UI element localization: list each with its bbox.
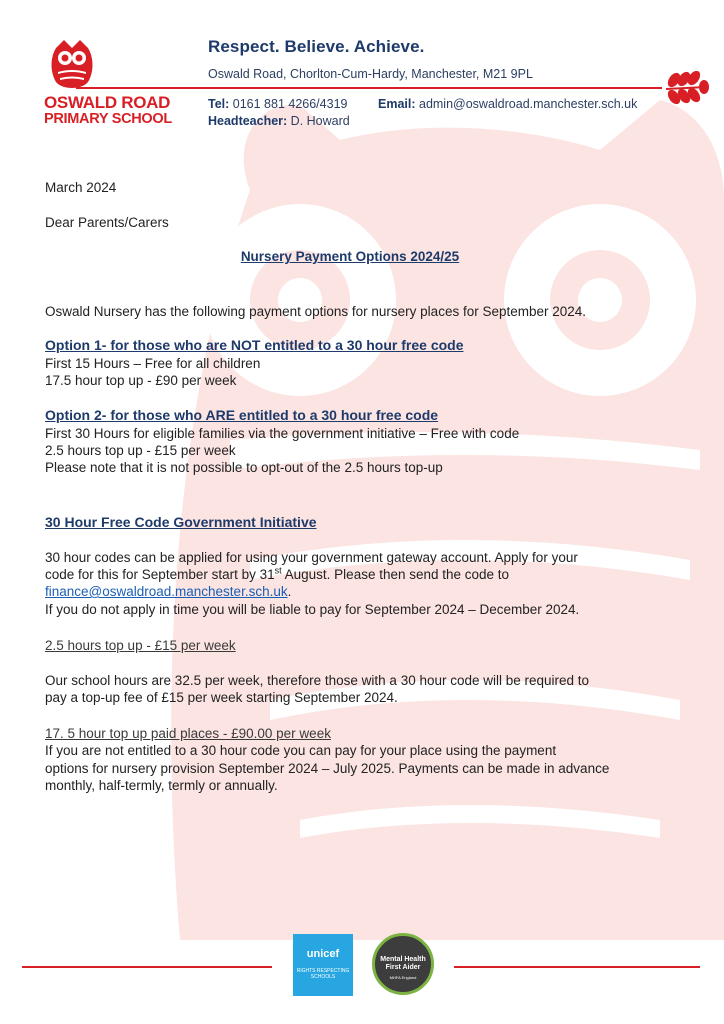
letter-title: Nursery Payment Options 2024/25 [240,249,460,264]
paid-line1: If you are not entitled to a 30 hour code you can pay for your place using the payment [45,743,557,758]
school-telephone [208,97,347,111]
option2-line2: 2.5 hours top up - £15 per week [45,443,236,458]
tel-value: 0161 881 4266/4319 [229,97,348,111]
option2-line3: Please note that it is not possible to opt-out of the 2.5 hours top-up [45,460,443,475]
school-name-line1: OSWALD ROAD [44,93,171,112]
option2-heading: Option 2- for those who ARE entitled to a 30 hour free code [45,407,439,423]
tel-label: Tel: [208,97,230,111]
unicef-subtitle: RIGHTS RESPECTING SCHOOLS [296,968,350,980]
gov-para2: If you do not apply in time you will be liable to pay for September 2024 – December 2024. [45,602,580,617]
paid-line3: monthly, half-termly, termly or annually. [45,778,278,793]
topup-line2: pay a top-up fee of £15 per week starting September 2024. [45,690,398,705]
unicef-name: unicef [306,948,340,960]
letter-date: March 2024 [45,180,117,195]
option1-line2: 17.5 hour top up - £90 per week [45,373,237,388]
letter-greeting: Dear Parents/Carers [45,215,169,230]
footer-divider-right [454,966,700,968]
option2-line1: First 30 Hours for eligible families via the government initiative – Free with code [45,426,520,441]
unicef-rrs-badge [293,934,353,996]
ordinal-suffix: st [274,565,282,576]
school-name [44,95,172,127]
headteacher-value: D. Howard [287,114,350,128]
school-address: Oswald Road, Chorlton-Cum-Hardy, Manchester, M21 9PL [208,67,533,81]
gov-initiative-heading: 30 Hour Free Code Government Initiative [45,514,317,530]
school-headteacher [208,114,350,128]
option1-heading: Option 1- for those who are NOT entitled to a 30 hour free code [45,337,464,353]
school-name-line2: PRIMARY SCHOOL [44,111,172,127]
headteacher-label: Headteacher: [208,114,288,128]
topup-line1: Our school hours are 32.5 per week, therefore those with a 30 hour code will be required to [45,673,590,688]
school-email [378,97,637,111]
mental-health-badge [372,933,434,995]
mh-title: Mental Health First Aider [380,956,426,971]
paid-line2: options for nursery provision September 2024 – July 2025. Payments can be made in advance [45,761,610,776]
gov-para-period: . [287,584,292,599]
school-motto: Respect. Believe. Achieve. [208,37,425,56]
gov-para-line2 [45,566,509,583]
mh-subtitle: MHFA England [389,975,417,980]
footer-divider-left [22,966,272,968]
gov-para-line1: 30 hour codes can be applied for using your government gateway account. Apply for your [45,550,578,565]
header-divider [76,87,662,89]
paid-heading: 17. 5 hour top up paid places - £90.00 per week [45,726,331,741]
gov-para-line2-a: code for this for September start by 31 [45,567,275,582]
intro-text: Oswald Nursery has the following payment options for nursery places for September 2024. [45,304,587,319]
option1-line1: First 15 Hours – Free for all children [45,356,261,371]
gov-para-line3 [45,583,291,600]
laurel-icon [662,71,710,105]
email-label: Email: [378,97,416,111]
topup-heading: 2.5 hours top up - £15 per week [45,638,236,653]
gov-para-line2-b: August. Please then send the code to [281,567,510,582]
email-value: admin@oswaldroad.manchester.sch.uk [415,97,638,111]
finance-email-link[interactable]: finance@oswaldroad.manchester.sch.uk [45,584,288,599]
